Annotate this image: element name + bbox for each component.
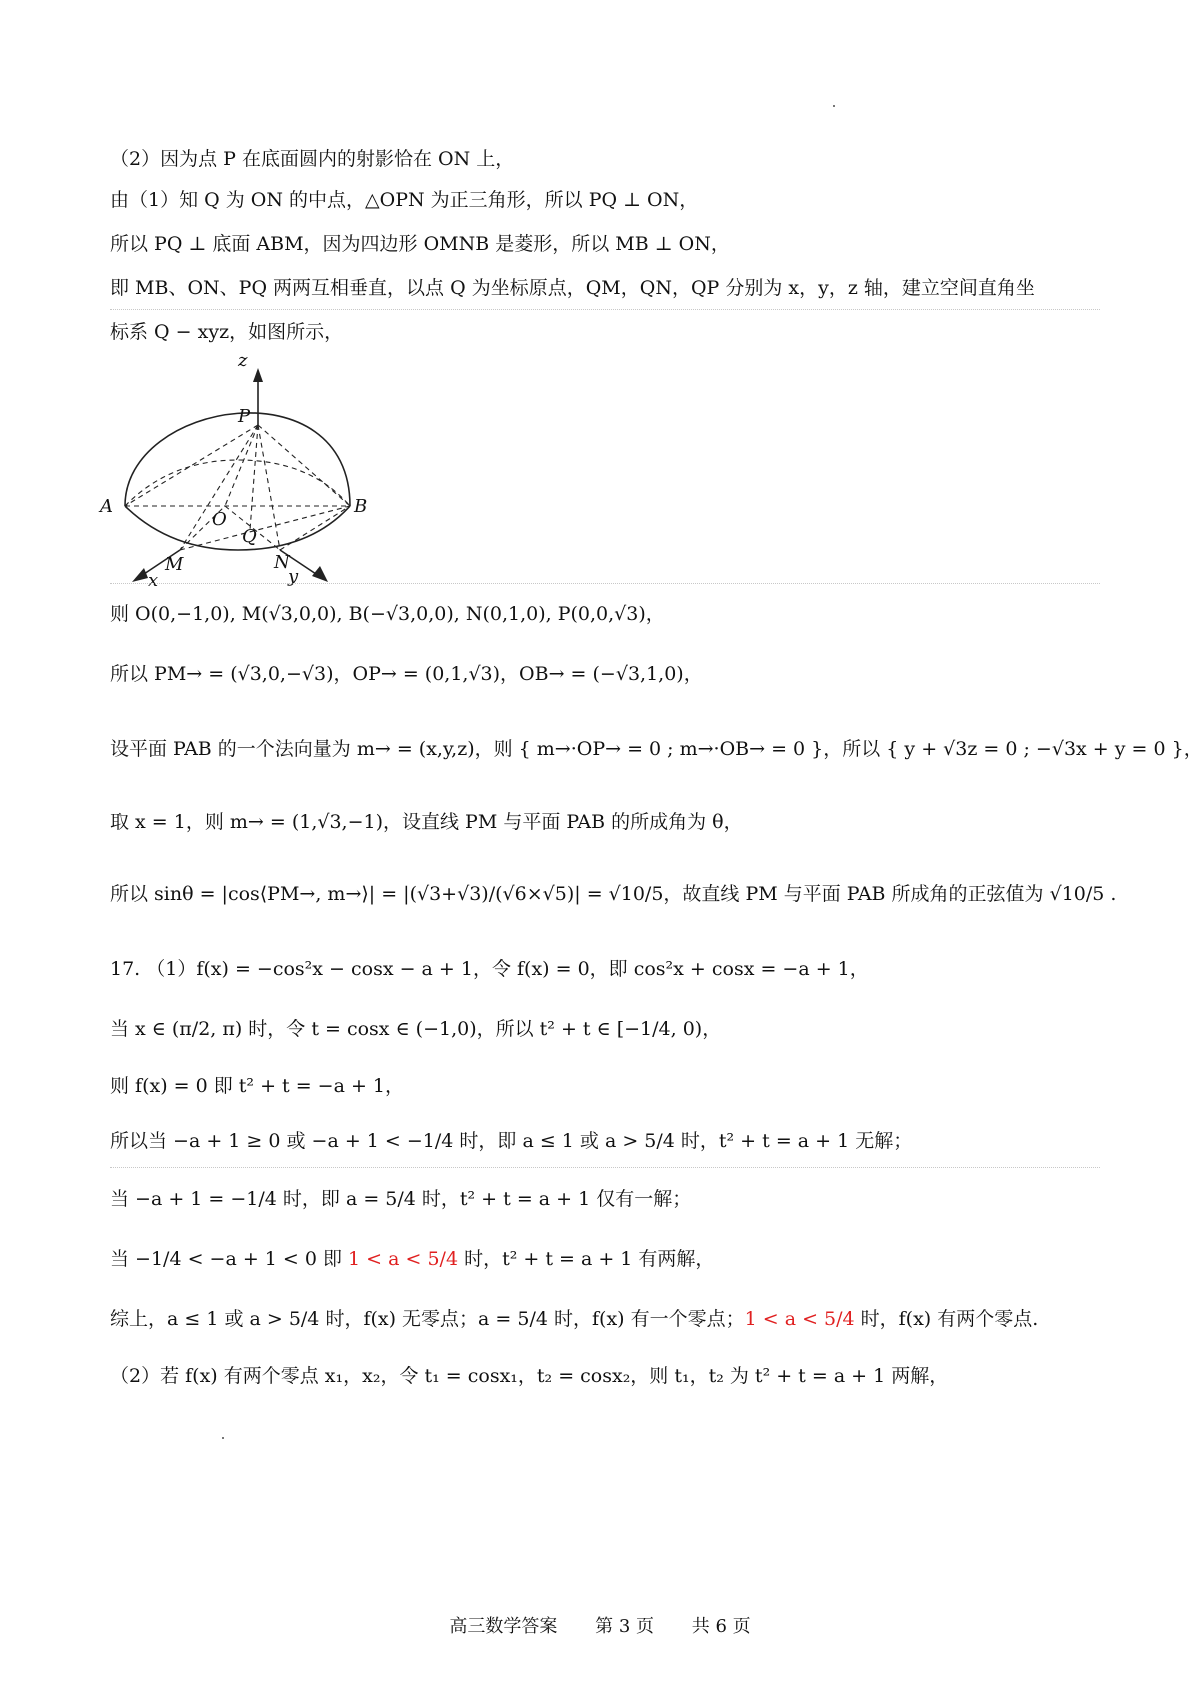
text-line-16-pre: 当 −1/4 < −a + 1 < 0 即 (110, 1248, 349, 1270)
text-line-2: 由（1）知 Q 为 ON 的中点，△OPN 为正三角形，所以 PQ ⊥ ON， (110, 189, 699, 211)
footer-page: 第 3 页 (595, 1616, 654, 1637)
text-line-3: 所以 PQ ⊥ 底面 ABM，因为四边形 OMNB 是菱形，所以 MB ⊥ ON， (110, 233, 730, 255)
z-arrow (253, 368, 263, 382)
text-line-15: 当 −a + 1 = −1/4 时，即 a = 5/4 时，t² + t = a + 1 仅有一解； (110, 1188, 692, 1210)
base-front-arc (125, 506, 350, 550)
text-line-5: 标系 Q − xyz，如图所示， (110, 321, 344, 343)
highlight-range: 1 < a < 5/4 (348, 1248, 459, 1270)
text-line-6: 则 O(0,−1,0), M(√3,0,0), B(−√3,0,0), N(0,1,0), P(0,0,√3)， (110, 603, 665, 625)
text-line-11: 17. （1）f(x) = −cos²x − cosx − a + 1，令 f(x) = 0，即 cos²x + cosx = −a + 1， (110, 958, 869, 980)
text-line-7: 所以 PM→ = (√3,0,−√3)，OP→ = (0,1,√3)，OB→ = (−√3,1,0)， (110, 663, 703, 685)
divider (110, 583, 1100, 584)
label-M: M (165, 554, 184, 575)
x-arrow (132, 568, 148, 582)
label-N: N (274, 552, 290, 573)
label-O: O (212, 509, 227, 530)
text-line-17-post: 时，f(x) 有两个零点. (854, 1308, 1039, 1330)
line-PQ (250, 425, 258, 530)
text-line-4: 即 MB、ON、PQ 两两互相垂直，以点 Q 为坐标原点，QM，QN，QP 分别为 x，y，z 轴，建立空间直角坐 (110, 277, 1035, 299)
label-Q: Q (242, 526, 257, 547)
speck (833, 105, 835, 107)
label-P: P (238, 406, 251, 427)
text-line-17 (110, 1305, 1038, 1333)
footer-total: 共 6 页 (691, 1616, 751, 1637)
page-footer (0, 1612, 1200, 1638)
highlight-range: 1 < a < 5/4 (744, 1308, 855, 1330)
text-line-17-pre: 综上，a ≤ 1 或 a > 5/4 时，f(x) 无零点；a = 5/4 时，f(x) 有一个零点； (110, 1308, 745, 1330)
label-A: A (100, 496, 113, 517)
text-line-16 (110, 1245, 714, 1273)
text-line-18: （2）若 f(x) 有两个零点 x₁，x₂，令 t₁ = cosx₁，t₂ = cosx₂，则 t₁，t₂ 为 t² + t = a + 1 两解， (110, 1365, 949, 1387)
line-NB (280, 506, 350, 550)
label-z: z (238, 350, 248, 371)
base-back-arc (125, 460, 350, 506)
speck (222, 1437, 224, 1439)
line-PO (225, 425, 258, 506)
text-line-9: 取 x = 1，则 m→ = (1,√3,−1)，设直线 PM 与平面 PAB 的所成角为 θ， (110, 811, 743, 833)
divider (110, 1167, 1100, 1168)
label-x: x (148, 570, 159, 591)
divider (110, 309, 1100, 310)
text-line-14: 所以当 −a + 1 ≥ 0 或 −a + 1 < −1/4 时，即 a ≤ 1 或 a > 5/4 时，t² + t = a + 1 无解； (110, 1130, 913, 1152)
y-arrow (312, 566, 328, 582)
text-line-1: （2）因为点 P 在底面圆内的射影恰在 ON 上， (110, 148, 515, 170)
line-PB (258, 425, 350, 506)
label-B: B (354, 496, 368, 517)
label-y: y (288, 566, 299, 587)
line-PA (125, 425, 258, 506)
text-line-8: 设平面 PAB 的一个法向量为 m→ = (x,y,z)，则 { m→·OP→ = 0 ; m→·OB→ = 0 }，所以 { y + √3z = 0 ; −√3x + y = 0 }， (110, 738, 1203, 760)
footer-subject: 高三数学答案 (449, 1616, 558, 1637)
text-line-13: 则 f(x) = 0 即 t² + t = −a + 1， (110, 1075, 404, 1097)
text-line-16-post: 时，t² + t = a + 1 有两解， (458, 1248, 715, 1270)
text-line-10: 所以 sinθ = |cos⟨PM→, m→⟩| = |(√3+√3)/(√6×√5)| = √10/5，故直线 PM 与平面 PAB 所成角的正弦值为 √10/5 . (110, 883, 1117, 905)
line-PN (258, 425, 280, 550)
text-line-12: 当 x ∈ (π/2, π) 时，令 t = cosx ∈ (−1,0)，所以 t² + t ∈ [−1/4, 0)， (110, 1018, 722, 1040)
